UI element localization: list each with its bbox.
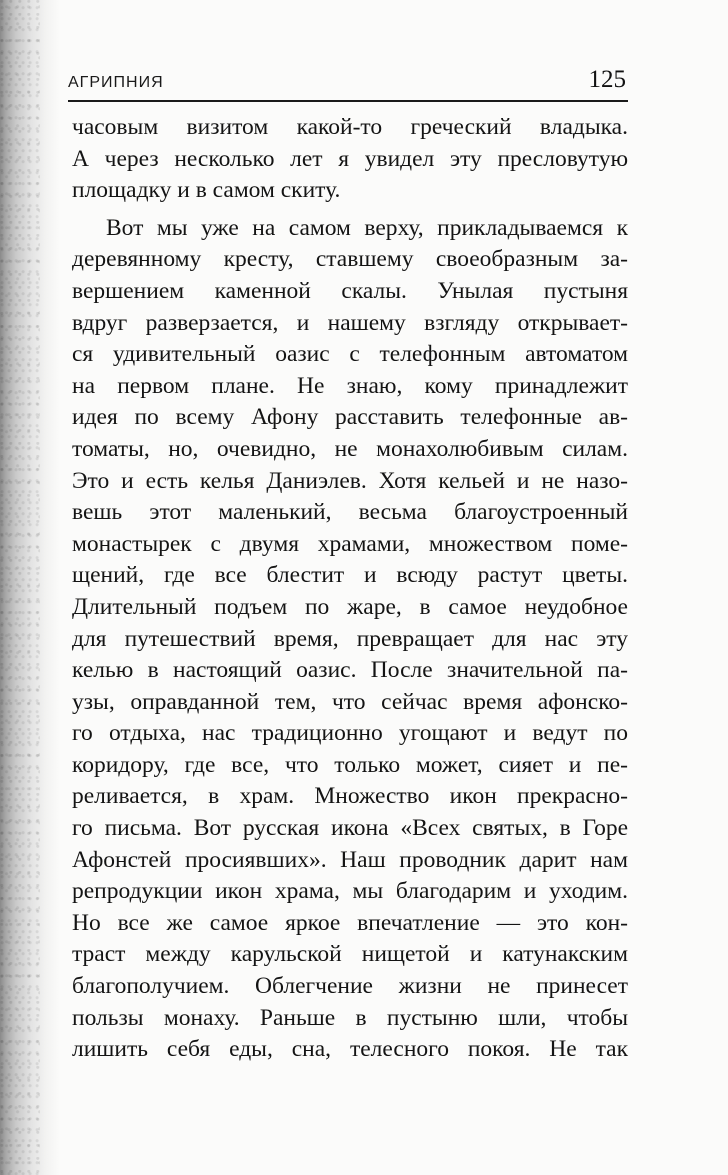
text-line: А через несколько лет я увидел эту пресловутую (72, 145, 628, 172)
text-line: го отдыха, нас традиционно угощают и ведут по (72, 720, 628, 747)
text-line: идея по всему Афону расставить телефонные ав- (72, 404, 628, 431)
body-text (72, 112, 628, 1066)
text-line: траст между карульской нищетой и катунакским (72, 941, 628, 968)
running-title: АГРИПНИЯ (68, 74, 164, 91)
text-line: лишить себя еды, сна, телесного покоя. Не так (72, 1036, 628, 1063)
page-number: 125 (588, 66, 626, 93)
text-line: узы, оправданной тем, что сейчас время афонско- (72, 688, 628, 715)
text-line: деревянному кресту, ставшему своеобразным за- (72, 246, 628, 273)
text-line: вершением каменной скалы. Унылая пустыня (72, 277, 628, 304)
text-line: Это и есть келья Даниэлев. Хотя кельей и не назо- (72, 467, 628, 494)
text-line: Вот мы уже на самом верху, прикладываемся к (106, 214, 628, 241)
text-line: на первом плане. Не знаю, кому принадлежит (72, 372, 628, 399)
paragraph-2 (72, 213, 628, 1066)
text-line: вдруг разверзается, и нашему взгляду открывает- (72, 309, 628, 336)
text-line: Афонстей просиявших». Наш проводник дарит нам (72, 846, 628, 873)
text-line: Но все же самое яркое впечатление — это кон- (72, 909, 628, 936)
text-line: томаты, но, очевидно, не монахолюбивым силам. (72, 435, 628, 462)
text-line: щений, где все блестит и всюду растут цветы. (72, 562, 628, 589)
text-line: келью в настоящий оазис. После значительной па- (72, 657, 628, 684)
text-line: го письма. Вот русская икона «Всех святых, в Горе (72, 815, 628, 842)
text-line: коридору, где все, что только может, сияет и пе- (72, 751, 628, 778)
text-line: пользы монаху. Раньше в пустыню шли, чтобы (72, 1004, 628, 1031)
text-line: монастырек с двумя храмами, множеством поме- (72, 530, 628, 557)
text-line: часовым визитом какой-то греческий владыка. (72, 114, 628, 140)
paragraph-1 (72, 112, 628, 207)
text-line: реливается, в храм. Множество икон прекрасно- (72, 783, 628, 810)
text-line: ся удивительный оазис с телефонным автоматом (72, 341, 628, 368)
text-line: благополучием. Облегчение жизни не принесет (72, 973, 628, 1000)
text-line: площадку и в самом скиту. (72, 177, 341, 204)
text-line: Длительный подъем по жаре, в самое неудобное (72, 593, 628, 620)
text-line: репродукции икон храма, мы благодарим и уходим. (72, 878, 628, 905)
text-line: вешь этот маленький, весьма благоустроенный (72, 499, 628, 526)
text-line: для путешествий время, превращает для нас эту (72, 625, 628, 652)
header-rule (68, 100, 628, 102)
page-header (68, 64, 628, 98)
scan-noise (0, 0, 40, 1175)
